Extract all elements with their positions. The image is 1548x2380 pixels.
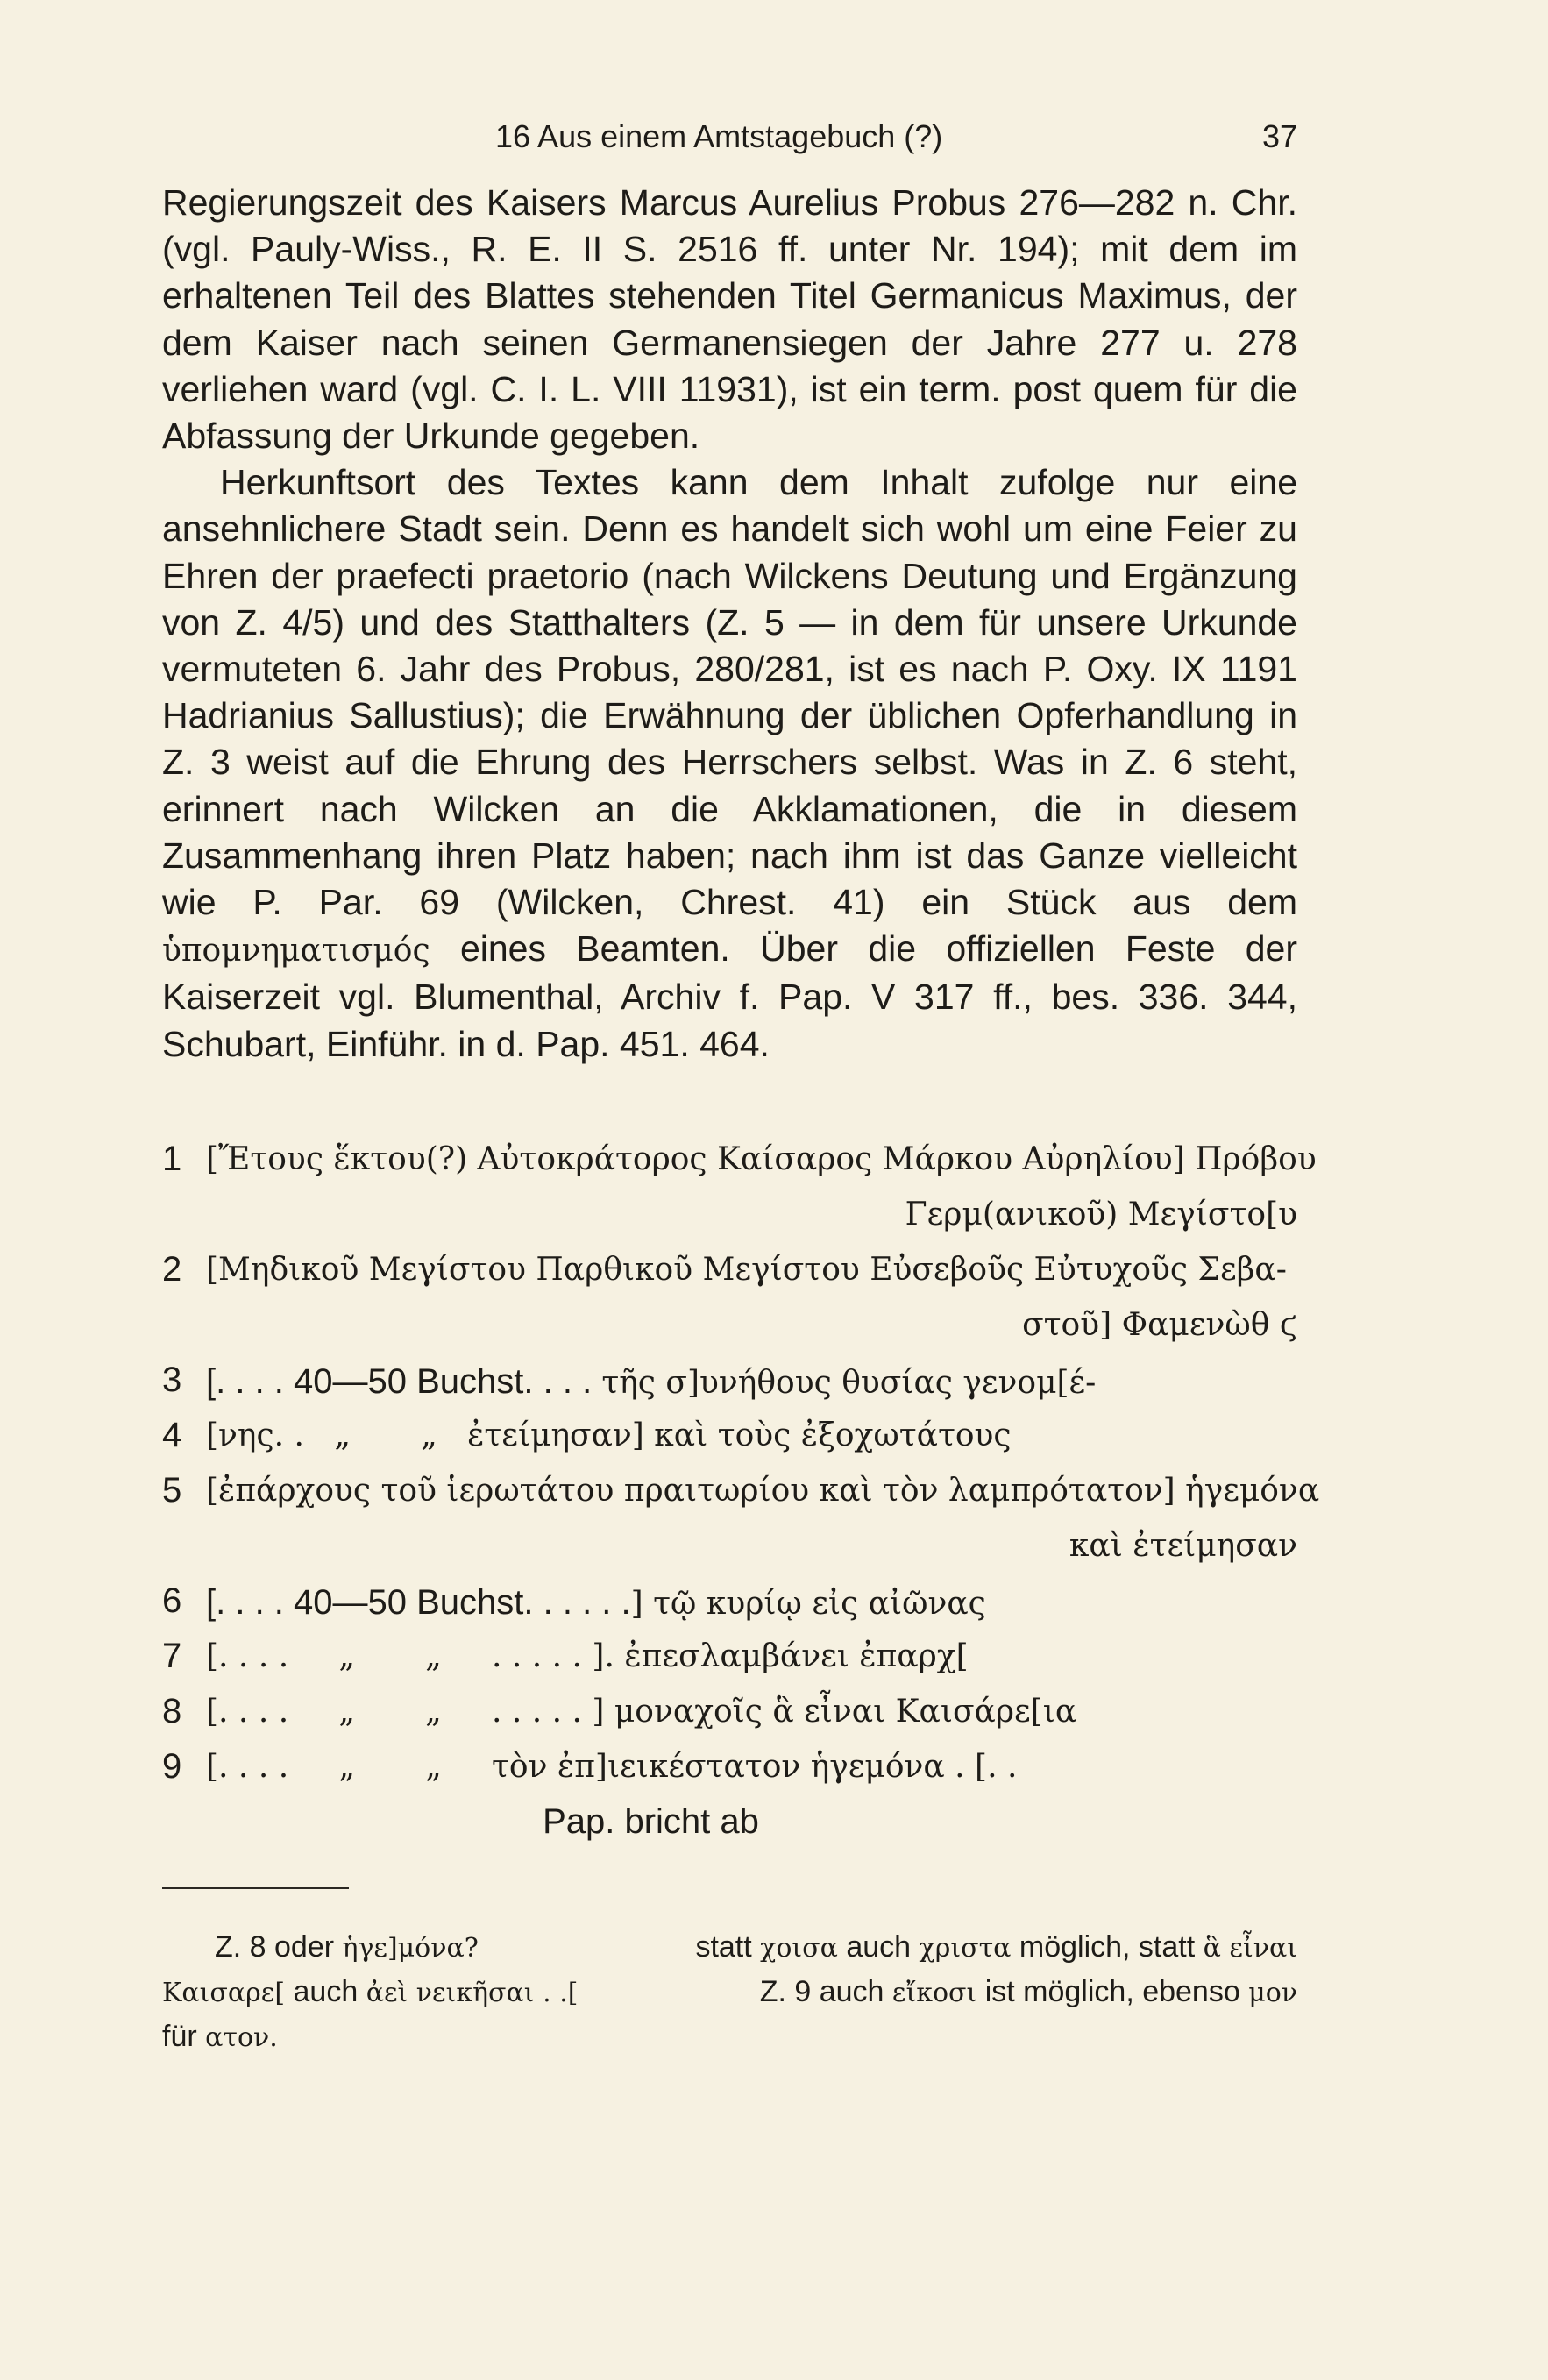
edition-line — [162, 1250, 1297, 1305]
page-number: 37 — [1261, 118, 1297, 154]
note-greek: ἃ εἶναι — [1203, 1933, 1297, 1964]
paragraph-2-text-b: eines Beamten. Über die offiziellen Feste der Kaiserzeit vgl. Blumenthal, Archiv f. Pap. V 317 ff., bes. 336. 344, Schubart, Einführ. in d. Pap. 451. 464. — [162, 928, 1297, 1064]
line-text-greek: τὸν ἐπ]ιεικέστατον ἡγεμόνα . [. . — [492, 1749, 1018, 1785]
line-number: 9 — [162, 1747, 182, 1786]
line-number: 7 — [162, 1637, 182, 1675]
edition-end: Pap. bricht ab — [543, 1802, 759, 1841]
note-right — [760, 1970, 1297, 2015]
note-text: ist möglich, ebenso — [976, 1975, 1249, 2008]
note-line — [162, 1970, 1297, 2014]
line-continuation: Γερμ(ανικοῦ) Μεγίστο[υ — [905, 1197, 1297, 1233]
note-greek: ατον. — [205, 2022, 278, 2053]
line-number: 5 — [162, 1471, 182, 1510]
line-number: 4 — [162, 1416, 182, 1454]
line-text-greek: ] μοναχοῖς ἃ εἶναι Καισάρε[ια — [592, 1694, 1077, 1730]
commentary — [162, 180, 1297, 1068]
note-greek: μον — [1248, 1978, 1297, 2008]
edition-line-continuation — [162, 1195, 1297, 1250]
line-text-greek: ]. ἐπεσλαμβάνει ἐπαρχ[ — [592, 1638, 969, 1674]
edition-line — [162, 1416, 1297, 1471]
note-text: für — [162, 2020, 206, 2053]
note-greek: χοισα — [760, 1933, 838, 1964]
edition-line-continuation — [162, 1305, 1297, 1361]
running-title: 16 Aus einem Amtstagebuch (?) — [495, 118, 943, 154]
paragraph-2-greek: ὑπομνηματισμός — [162, 933, 430, 970]
note-left — [215, 1925, 479, 1971]
line-text — [206, 1749, 1017, 1785]
line-text: [Μηδικοῦ Μεγίστου Παρθικοῦ Μεγίστου Εὐσεβοῦς Εὐτυχοῦς Σεβα- — [206, 1252, 1287, 1288]
running-head — [162, 118, 1297, 162]
note-left — [162, 1970, 578, 2015]
line-text-greek: ] τῷ κυρίῳ εἰς αἰῶνας — [630, 1586, 986, 1622]
line-text-greek: τῆς σ]υνήθους θυσίας γενομ[έ- — [601, 1365, 1097, 1401]
note-text: Z. 9 auch — [759, 1975, 892, 2008]
note-greek: χριστα — [919, 1933, 1012, 1964]
line-text — [206, 1638, 969, 1674]
paragraph-1: Regierungszeit des Kaisers Marcus Aurelius Probus 276—282 n. Chr. (vgl. Pauly-Wiss., R. E. II S. 2516 ff. unter Nr. 194); mit dem im erhaltenen Teil des Blattes stehenden Titel Germanicus Maximus, der dem Kaiser nach seinen Germanensiegen der Jahre 277 u. 278 verliehen ward (vgl. C. I. L. VIII 11931), ist ein term. post quem für die Abfassung der Urkunde gegeben. — [162, 182, 1297, 457]
note-greek: ἀεὶ νεικῆσαι . .[ — [366, 1978, 579, 2008]
note-greek: Καισαρε[ — [162, 1978, 286, 2008]
line-text — [206, 1417, 1012, 1453]
edition-line — [162, 1140, 1317, 1195]
line-continuation: στοῦ] Φαμενὼθ ϛ — [1022, 1307, 1297, 1343]
line-continuation: καὶ ἐτείμησαν — [1069, 1528, 1297, 1564]
edition-line — [162, 1747, 1297, 1802]
note-line — [162, 1925, 1297, 1970]
note-text: möglich, statt — [1011, 1930, 1204, 1964]
edition-line — [162, 1471, 1320, 1526]
apparatus-notes — [162, 1925, 1297, 2059]
line-text-latin: [. . . . 40—50 Buchst. . . . — [206, 1362, 602, 1401]
note-line — [162, 2014, 1297, 2059]
line-number: 2 — [162, 1250, 182, 1289]
line-text — [206, 1583, 986, 1623]
line-number: 8 — [162, 1692, 182, 1730]
note-text: auch — [285, 1975, 366, 2008]
note-right — [695, 1925, 1297, 1971]
edition-line — [162, 1361, 1297, 1416]
paragraph-2 — [162, 459, 1297, 1068]
note-greek: εἴκοσι — [891, 1978, 977, 2008]
edition-line — [162, 1692, 1297, 1747]
note-left — [162, 2014, 278, 2060]
line-text-a: [. . . . „ „ . . . . . — [206, 1638, 593, 1674]
line-number: 3 — [162, 1361, 182, 1399]
edition-line — [162, 1581, 1297, 1637]
edition-line-continuation — [162, 1526, 1297, 1581]
line-number: 6 — [162, 1581, 182, 1620]
footnote-rule — [162, 1887, 349, 1889]
line-text — [206, 1694, 1076, 1730]
paragraph-2-text-a: Herkunftsort des Textes kann dem Inhalt zufolge nur eine ansehnlichere Stadt sein. Denn es handelt sich wohl um eine Feier zu Ehren der praefecti praetorio (nach Wilckens Deutung und Ergänzung von Z. 4/5) und des Statthalters (Z. 5 — in dem für unsere Urkunde vermuteten 6. Jahr des Probus, 280/281, ist es nach P. Oxy. IX 1191 Hadrianius Sallustius); die Erwähnung der üblichen Opferhandlung in Z. 3 weist auf die Ehrung des Herrschers selbst. Was in Z. 6 steht, erinnert nach Wilcken an die Akklamationen, die in diesem Zusammenhang ihren Platz haben; nach ihm ist das Ganze vielleicht wie P. Par. 69 (Wilcken, Chrest. 41) ein Stück aus dem — [162, 462, 1297, 923]
line-text-a: [. . . . „ „ — [206, 1749, 492, 1785]
line-text: [Ἔτους ἕκτου(?) Αὐτοκράτορος Καίσαρος Μάρκου Αὐρηλίου] Πρόβου — [206, 1141, 1317, 1177]
line-text — [206, 1362, 1096, 1402]
note-text: Z. 8 oder — [215, 1930, 343, 1964]
note-text: auch — [837, 1930, 920, 1964]
note-text: statt — [695, 1930, 761, 1964]
papyrus-edition — [162, 1140, 1320, 1858]
line-text-greek: ἐτείμησαν] καὶ τοὺς ἐξοχωτάτους — [467, 1417, 1012, 1453]
edition-line — [162, 1637, 1297, 1692]
line-number: 1 — [162, 1140, 182, 1178]
line-text: [ἐπάρχους τοῦ ἱερωτάτου πραιτωρίου καὶ τὸν λαμπρότατον] ἡγεμόνα — [206, 1473, 1320, 1509]
line-text-a: [νης. . „ „ — [206, 1417, 468, 1453]
note-greek: ἡγε]μόνα? — [342, 1933, 479, 1964]
line-text-latin: [. . . . 40—50 Buchst. . . . . . — [206, 1583, 631, 1622]
line-text-a: [. . . . „ „ . . . . . — [206, 1694, 593, 1730]
edition-end-line — [162, 1802, 1297, 1858]
